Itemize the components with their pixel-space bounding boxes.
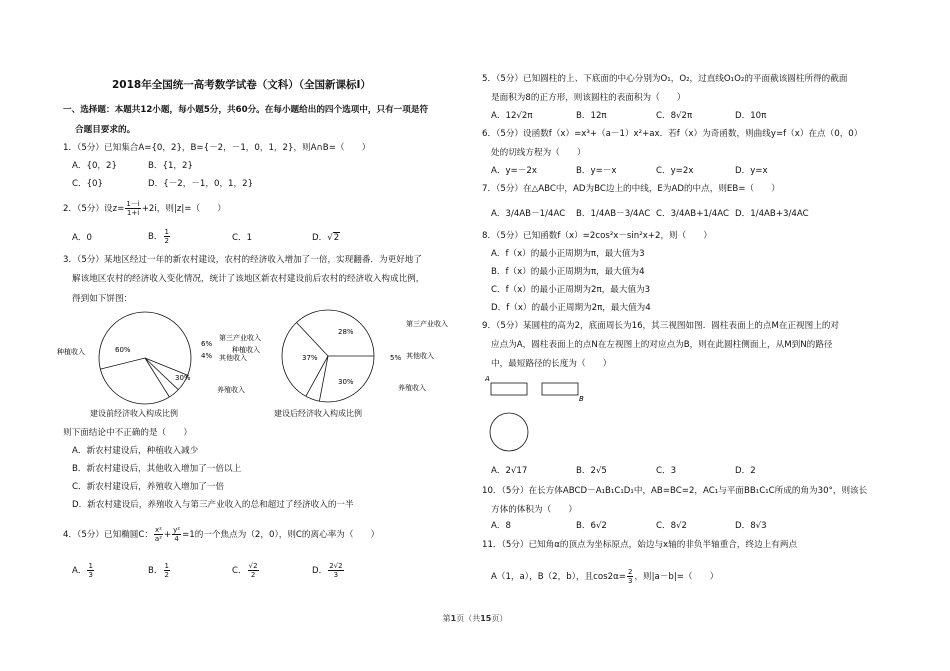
question-10-option-c: C．8√2 bbox=[656, 521, 688, 531]
q4-d-num: 2√2 bbox=[329, 562, 343, 570]
question-8-option-a: A．f（x）的最小正周期为π，最大值为3 bbox=[491, 249, 645, 259]
question-2-option-d: D．√2 bbox=[312, 233, 340, 243]
question-6-option-a: A．y=－2x bbox=[491, 166, 537, 176]
question-10-option-a: A．8 bbox=[491, 521, 511, 531]
q2-d-rad: 2 bbox=[333, 233, 340, 243]
q4-a-den: 3 bbox=[88, 571, 93, 579]
question-9-option-d: D．2 bbox=[735, 466, 756, 476]
pie-category-label: 第三产业收入 bbox=[406, 320, 448, 328]
footer-total-pages: 15 bbox=[480, 614, 492, 623]
q4-a-pre: A． bbox=[72, 566, 87, 576]
question-5-option-b: B．12π bbox=[576, 111, 607, 121]
question-6-option-c: C．y=2x bbox=[656, 166, 694, 176]
q4-y-den: 4 bbox=[174, 535, 179, 543]
q4-y-frac bbox=[172, 526, 181, 543]
pie-percent-label: 6% bbox=[201, 340, 213, 348]
q2-den: 1+i bbox=[126, 209, 140, 217]
question-8-stem: 8．（5分）已知函数f（x）=2cos²x－sin²x+2，则（ ） bbox=[482, 231, 713, 241]
pie-percent-label: 30% bbox=[175, 374, 191, 382]
page-footer bbox=[0, 613, 950, 624]
q4-b-num: 1 bbox=[164, 562, 169, 570]
q4-a-num: 1 bbox=[88, 562, 93, 570]
q11-den: 3 bbox=[627, 577, 633, 585]
q4-pre: 4．（5分）已知椭圆C： bbox=[63, 530, 153, 540]
pie-chart-before bbox=[57, 312, 261, 404]
question-2-option-a: A．0 bbox=[72, 233, 92, 243]
q4-d-pre: D． bbox=[312, 566, 328, 576]
section-heading-cont: 合题目要求的。 bbox=[75, 125, 136, 135]
question-9-line3: 中，最短路径的长度为（ ） bbox=[491, 359, 612, 369]
pie-slice-boundary bbox=[145, 358, 188, 375]
q2-b-pre: B． bbox=[148, 232, 163, 242]
front-view-rect bbox=[491, 383, 527, 395]
q11-pre: A（1，a），B（2，b），且cos2α= bbox=[491, 572, 626, 582]
pie-category-label: 其他收入 bbox=[406, 352, 434, 360]
question-2-option-b bbox=[148, 228, 171, 245]
question-5-option-d: D．10π bbox=[735, 111, 767, 121]
question-1-option-d: D．{－2，－1，0，1，2} bbox=[148, 179, 254, 189]
q2-b-den: 2 bbox=[164, 237, 169, 245]
pie-chart-after bbox=[232, 310, 448, 402]
side-view-rect bbox=[542, 383, 578, 395]
question-3-option-d: D．新农村建设后，养殖收入与第三产业收入的总和超过了经济收入的一半 bbox=[72, 500, 354, 510]
q4-x-frac bbox=[154, 526, 163, 543]
question-10-option-d: D．8√3 bbox=[735, 521, 767, 531]
q2-b-num: 1 bbox=[164, 228, 169, 236]
question-5-option-a: A．12√2π bbox=[491, 111, 533, 121]
question-11-line2 bbox=[491, 568, 718, 585]
pie-percent-label: 28% bbox=[338, 328, 354, 336]
footer-pre: 第 bbox=[442, 614, 451, 623]
question-3-prompt: 则下面结论中不正确的是（ ） bbox=[63, 428, 192, 438]
pie-category-label: 养殖收入 bbox=[398, 384, 426, 392]
question-3-line3: 得到如下饼图： bbox=[72, 294, 133, 304]
pie-slice-boundary bbox=[306, 356, 328, 396]
pie-category-label: 第三产业收入 bbox=[219, 334, 261, 342]
question-3-line2: 解该地区农村的经济收入变化情况，统计了该地区新农村建设前后农村的经济收入构成比例， bbox=[72, 274, 425, 284]
question-8-option-d: D．f（x）的最小正周期为2π，最大值为4 bbox=[491, 303, 651, 313]
footer-page-number: 1 bbox=[450, 614, 457, 623]
question-2-option-c: C．1 bbox=[232, 233, 253, 243]
question-10-line1: 10．（5分）在长方体ABCD－A₁B₁C₁D₁中，AB=BC=2，AC₁与平面BB₁C₁C所成的角为30°，则该长 bbox=[482, 486, 868, 496]
figure-label-b: B bbox=[579, 395, 584, 403]
q11-frac bbox=[627, 568, 633, 585]
question-9-option-c: C．3 bbox=[656, 466, 677, 476]
page-title: 2018年全国统一高考数学试卷（文科）（全国新课标Ⅰ） bbox=[112, 79, 371, 91]
q11-num: 2 bbox=[627, 568, 633, 576]
question-1-stem: 1．（5分）已知集合A={0，2}，B={－2，－1，0，1，2}，则A∩B=（ ） bbox=[63, 143, 371, 153]
three-view-figure bbox=[482, 374, 602, 459]
question-3-line1: 3．（5分）某地区经过一年的新农村建设，农村的经济收入增加了一倍，实现翻番．为更好地了 bbox=[63, 255, 422, 265]
q4-y-num: y² bbox=[173, 526, 181, 534]
q4-b-frac bbox=[164, 562, 170, 579]
q4-c-num: √2 bbox=[248, 562, 258, 570]
question-6-option-b: B．y=－x bbox=[576, 166, 617, 176]
question-1-option-a: A．{0，2} bbox=[72, 161, 117, 171]
q4-plus: + bbox=[163, 530, 172, 540]
pie-percent-label: 5% bbox=[390, 354, 402, 362]
question-8-option-c: C．f（x）的最小正周期为2π，最大值为3 bbox=[491, 285, 651, 295]
pie-charts bbox=[55, 308, 455, 423]
q11-post: ，则|a－b|=（ ） bbox=[634, 572, 719, 582]
question-3-option-a: A．新农村建设后，种植收入减少 bbox=[72, 446, 199, 456]
question-7-stem: 7．（5分）在△ABC中，AD为BC边上的中线，E为AD的中点，则EB=（ ） bbox=[482, 184, 780, 194]
pie-percent-label: 4% bbox=[201, 352, 213, 360]
pie-category-label: 种植收入 bbox=[57, 348, 85, 356]
footer-post: 页） bbox=[491, 614, 508, 623]
section-heading: 一、选择题：本题共12小题，每小题5分，共60分。在每小题给出的四个选项中，只有一项是符 bbox=[63, 105, 429, 115]
q4-x-den: a² bbox=[154, 535, 163, 543]
q2-b-frac bbox=[164, 228, 170, 245]
pie-before-title: 建设前经济收入构成比例 bbox=[90, 409, 178, 418]
q4-b-den: 2 bbox=[164, 571, 169, 579]
pie-slice-boundary bbox=[100, 358, 145, 369]
question-8-option-b: B．f（x）的最小正周期为π，最大值为4 bbox=[491, 267, 645, 277]
q4-post: =1的一个焦点为（2，0），则C的离心率为（ ） bbox=[182, 530, 380, 540]
q4-c-pre: C． bbox=[232, 566, 247, 576]
question-7-option-c: C．3/4AB+1/4AC bbox=[656, 209, 729, 219]
q2-d-pre: D． bbox=[312, 233, 328, 243]
question-2-stem bbox=[63, 200, 226, 217]
q4-c-frac bbox=[248, 562, 259, 579]
question-7-option-d: D．1/4AB+3/4AC bbox=[735, 209, 809, 219]
question-5-line1: 5．（5分）已知圆柱的上、下底面的中心分别为O₁，O₂，过直线O₁O₂的平面截该圆柱所得的截面 bbox=[482, 74, 848, 84]
q2-post: +2i，则|z|=（ ） bbox=[141, 204, 226, 214]
question-3-option-b: B．新农村建设后，其他收入增加了一倍以上 bbox=[72, 464, 242, 474]
figure-label-a: A bbox=[485, 375, 490, 383]
question-9-option-a: A．2√17 bbox=[491, 466, 528, 476]
q4-d-frac bbox=[328, 562, 343, 579]
pie-slice-boundary bbox=[297, 322, 328, 356]
pie-after-title: 建设后经济收入构成比例 bbox=[274, 409, 362, 418]
top-view-circle bbox=[490, 413, 528, 451]
footer-mid: 页（共 bbox=[456, 614, 481, 623]
pie-category-label: 养殖收入 bbox=[217, 386, 245, 394]
question-4-option-c bbox=[232, 562, 260, 579]
pie-category-label: 其他收入 bbox=[219, 354, 247, 362]
question-6-option-d: D．y=x bbox=[735, 166, 768, 176]
question-4-stem bbox=[63, 526, 379, 543]
pie-percent-label: 30% bbox=[338, 378, 354, 386]
question-9-line2: 应点为A，圆柱表面上的点N在左视图上的对应点为B，则在此圆柱侧面上，从M到N的路径 bbox=[491, 340, 833, 350]
question-10-option-b: B．6√2 bbox=[576, 521, 607, 531]
q4-c-den: 2 bbox=[250, 571, 256, 579]
question-5-line2: 是面积为8的正方形，则该圆柱的表面积为（ ） bbox=[491, 93, 686, 103]
question-9-line1: 9．（5分）某圆柱的高为2，底面周长为16，其三视图如图．圆柱表面上的点M在正视图上的对 bbox=[482, 321, 840, 331]
q4-x-num: x² bbox=[154, 526, 162, 534]
question-6-line2: 处的切线方程为（ ） bbox=[491, 148, 586, 158]
question-4-option-b bbox=[148, 562, 171, 579]
question-6-line1: 6．（5分）设函数f（x）=x³+（a－1）x²+ax．若f（x）为奇函数，则曲线y=f（x）在点（0，0） bbox=[482, 129, 863, 139]
question-9-option-b: B．2√5 bbox=[576, 466, 607, 476]
pie-percent-label: 37% bbox=[302, 354, 318, 362]
question-4-option-a bbox=[72, 562, 95, 579]
question-7-option-a: A．3/4AB－1/4AC bbox=[491, 209, 566, 219]
question-7-option-b: B．1/4AB－3/4AC bbox=[576, 209, 651, 219]
q4-d-den: 3 bbox=[333, 571, 339, 579]
q4-b-pre: B． bbox=[148, 566, 163, 576]
q2-pre: 2．（5分）设z= bbox=[63, 204, 125, 214]
q2-num: 1－i bbox=[126, 200, 140, 208]
pie-category-label: 种植收入 bbox=[232, 346, 260, 354]
question-4-option-d bbox=[312, 562, 345, 579]
question-5-option-c: C．8√2π bbox=[656, 111, 693, 121]
pie-percent-label: 60% bbox=[115, 346, 131, 354]
question-3-option-c: C．新农村建设后，养殖收入增加了一倍 bbox=[72, 482, 225, 492]
question-1-option-b: B．{1，2} bbox=[148, 161, 193, 171]
question-10-line2: 方体的体积为（ ） bbox=[491, 505, 577, 515]
q2-fraction bbox=[125, 200, 140, 217]
question-11-line1: 11．（5分）已知角α的顶点为坐标原点，始边与x轴的非负半轴重合，终边上有两点 bbox=[482, 540, 798, 550]
q4-a-frac bbox=[87, 562, 93, 579]
pie-slice-boundary bbox=[319, 356, 328, 401]
question-1-option-c: C．{0} bbox=[72, 179, 103, 189]
